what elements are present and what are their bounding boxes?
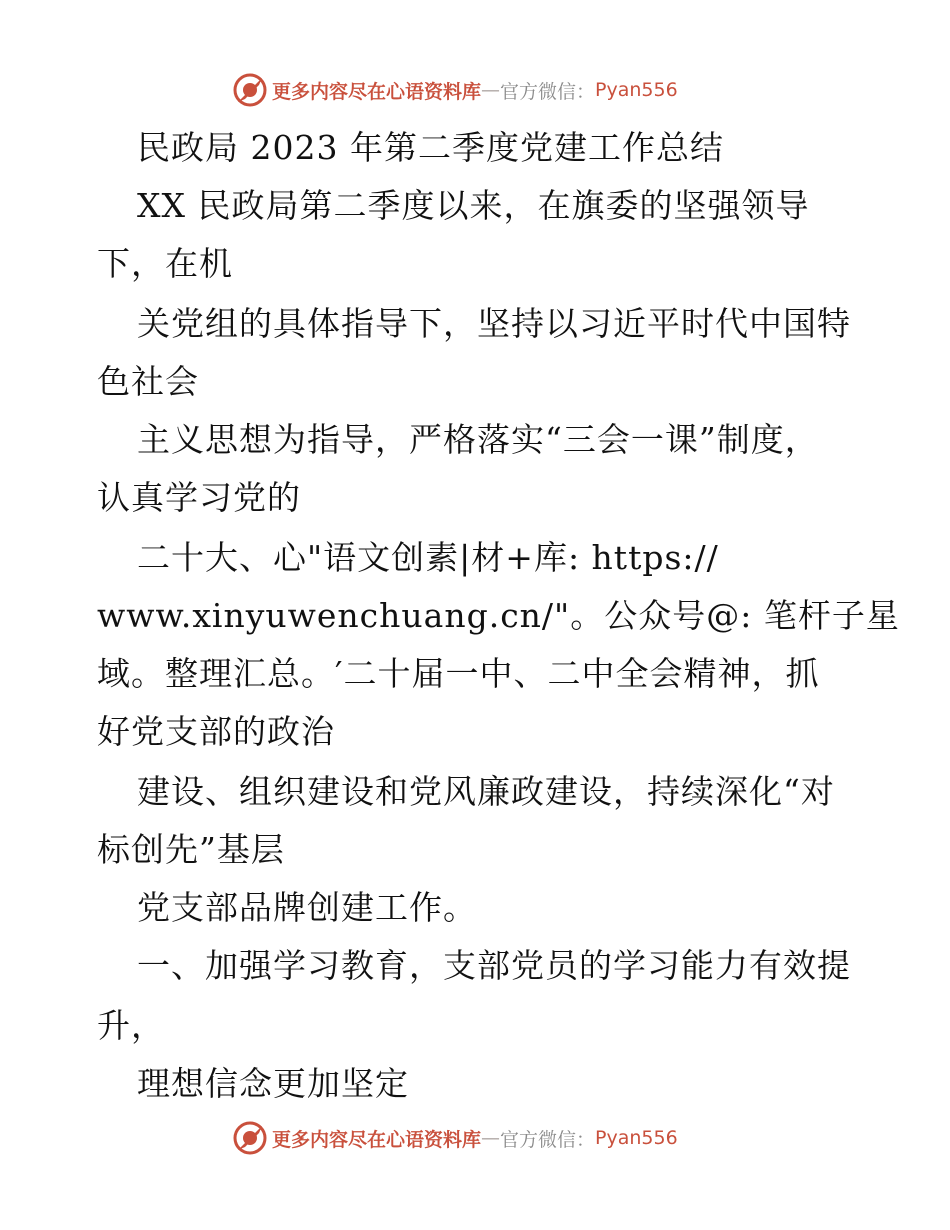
text-line: 建设、组织建设和党风廉政建设，持续深化“对 [137, 772, 835, 811]
text-line: 关党组的具体指导下，坚持以习近平时代中国特 [137, 304, 851, 343]
document-title: 民政局 2023 年第二季度党建工作总结 [137, 128, 724, 167]
text-line: www.xinyuwenchuang.cn/"。公众号@: 笔杆子星 [97, 596, 900, 635]
text-line: 升， [97, 1006, 165, 1045]
watermark-wechat-id: Pyan556 [595, 79, 678, 101]
watermark-main-text: 更多内容尽在心语资料库 [272, 1128, 482, 1151]
text-line: 下，在机 [97, 244, 233, 283]
watermark-wechat-id: Pyan556 [595, 1127, 678, 1149]
watermark-sub-text: 官方微信： [500, 1128, 596, 1151]
text-line: 党支部品牌创建工作。 [137, 888, 477, 927]
text-line: 二十大、心"语文创素|材+库: https:// [137, 538, 719, 577]
section-heading: 一、加强学习教育，支部党员的学习能力有效提 [137, 946, 851, 985]
watermark-main-text: 更多内容尽在心语资料库 [272, 80, 482, 103]
text-line: 认真学习党的 [97, 478, 301, 517]
watermark-banner-top [232, 70, 752, 110]
quill-seal-icon [232, 1120, 268, 1156]
text-line: 好党支部的政治 [97, 712, 335, 751]
text-line: 色社会 [97, 362, 199, 401]
text-line: 标创先”基层 [97, 830, 285, 869]
watermark-dash: — [481, 1127, 501, 1149]
text-line: 域。整理汇总。′二十届一中、二中全会精神，抓 [97, 654, 820, 693]
text-line: 理想信念更加坚定 [137, 1064, 409, 1103]
text-line: 主义思想为指导，严格落实“三会一课”制度， [137, 420, 819, 459]
watermark-banner-bottom [232, 1118, 752, 1158]
watermark-sub-text: 官方微信： [500, 80, 596, 103]
text-line: XX 民政局第二季度以来，在旗委的坚强领导 [137, 186, 810, 225]
quill-seal-icon [232, 72, 268, 108]
watermark-dash: — [481, 79, 501, 101]
